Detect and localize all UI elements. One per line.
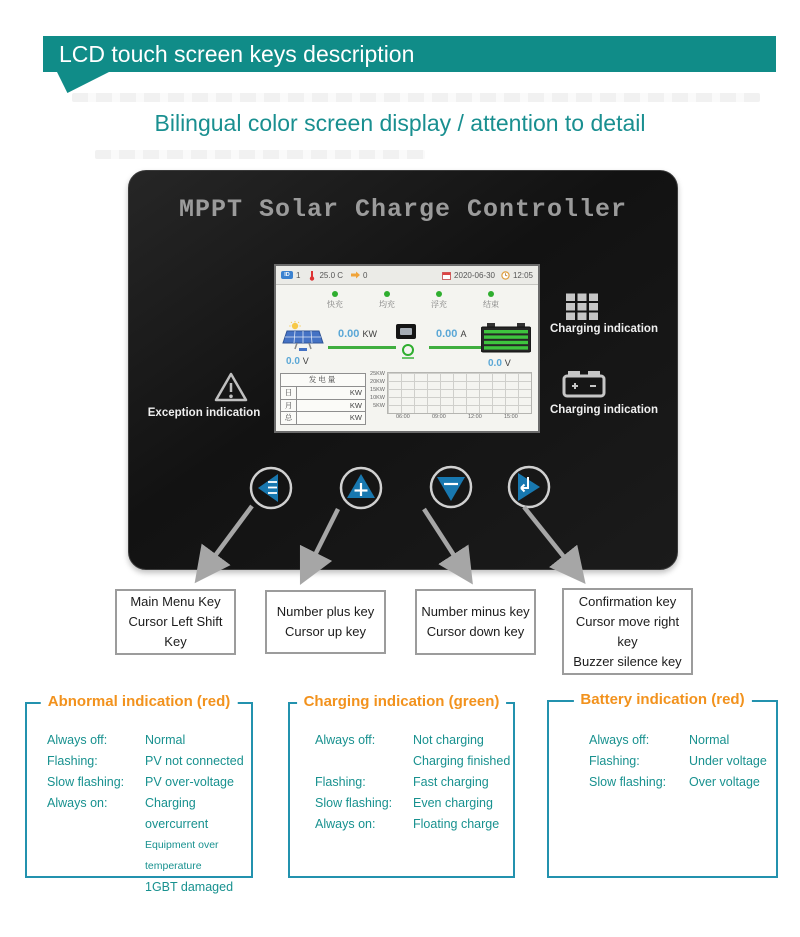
chart-grid	[387, 372, 532, 414]
main-menu-key-button[interactable]	[248, 465, 294, 511]
table-row: 月 KW	[281, 400, 365, 413]
charge-current-readout: 0.00 A	[436, 328, 467, 340]
time-value: 12:05	[512, 270, 533, 280]
lcd-screen[interactable]	[274, 264, 540, 433]
solar-panel-icon	[282, 321, 328, 353]
table-row: 总 KW	[281, 412, 365, 424]
pv-charging-indication-label: Charging indication	[550, 323, 658, 335]
device-title: MPPT Solar Charge Controller	[178, 195, 628, 224]
battery-flow-line	[429, 346, 481, 349]
counter-value: 0	[363, 270, 368, 280]
battery-voltage-readout: 0.0 V	[488, 358, 511, 369]
energy-chart: 25KW 20KW 15KW 10KW 5KW 06:00 09:00 12:00 15:00	[368, 371, 532, 423]
banner-tail	[57, 72, 109, 93]
controller-logo-icon	[402, 344, 414, 359]
mode-fast-charge: 快充	[320, 291, 350, 310]
charge-mode-indicators	[276, 291, 538, 310]
panel-title: Charging indication (green)	[297, 693, 507, 710]
key-description-main-menu: Main Menu Key Cursor Left Shift Key	[115, 589, 236, 655]
pv-voltage-readout: 0.0 V	[286, 356, 309, 367]
number-minus-key-button[interactable]	[428, 464, 474, 510]
banner	[43, 36, 776, 72]
banner-title: LCD touch screen keys description	[59, 41, 415, 67]
lcd-status-bar	[276, 266, 538, 285]
id-badge: ID	[281, 271, 293, 279]
status-dot	[436, 291, 442, 297]
clock-icon	[501, 271, 510, 280]
status-dot	[384, 291, 390, 297]
warning-triangle-icon	[214, 371, 248, 403]
status-dot	[332, 291, 338, 297]
battery-outline-icon	[562, 367, 606, 399]
pv-power-readout: 0.00 KW	[338, 328, 377, 340]
charging-indication-panel: Charging indication (green) Always off: Not charging Charging finished Flashing: Fast charging Slow flashing: Even charging Always on: Floating charge	[288, 702, 515, 878]
exception-indication-label: Exception indication	[147, 407, 261, 419]
panel-title: Abnormal indication (red)	[41, 693, 238, 710]
table-row: 日 KW	[281, 387, 365, 400]
mode-end: 结束	[476, 291, 506, 310]
key-description-confirmation: Confirmation key Cursor move right key Buzzer silence key	[562, 588, 693, 675]
panel-title: Battery indication (red)	[573, 691, 751, 708]
calendar-icon	[442, 271, 451, 280]
battery-icon	[481, 323, 531, 353]
pv-grid-icon	[565, 293, 599, 321]
id-value: 1	[296, 270, 301, 280]
abnormal-indication-panel: Abnormal indication (red) Always off: Normal Flashing: PV not connected Slow flashing: PV over-voltage Always on: Charging overcurrent Equipment over temperature 1GBT damaged	[25, 702, 253, 878]
confirmation-key-button[interactable]	[506, 464, 552, 510]
controller-device	[128, 170, 678, 570]
battery-charging-indication-label: Charging indication	[550, 404, 658, 416]
battery-indication-panel: Battery indication (red) Always off: Normal Flashing: Under voltage Slow flashing: Over voltage	[547, 700, 778, 878]
energy-table	[280, 373, 366, 425]
energy-count-icon	[351, 271, 360, 279]
key-description-plus: Number plus key Cursor up key	[265, 590, 386, 654]
mode-float-charge: 浮充	[424, 291, 454, 310]
pv-flow-line	[328, 346, 396, 349]
number-plus-key-button[interactable]	[338, 465, 384, 511]
controller-icon	[396, 324, 416, 339]
watermark-strip	[95, 150, 425, 159]
status-dot	[488, 291, 494, 297]
date-value: 2020-06-30	[454, 270, 495, 280]
watermark-strip	[72, 93, 760, 102]
temperature-value: 25.0 C	[319, 270, 344, 280]
energy-table-header: 发电量	[281, 374, 365, 387]
thermometer-icon	[308, 270, 316, 281]
mode-even-charge: 均充	[372, 291, 402, 310]
page-subtitle: Bilingual color screen display / attention to detail	[154, 110, 646, 136]
key-description-minus: Number minus key Cursor down key	[415, 589, 536, 655]
